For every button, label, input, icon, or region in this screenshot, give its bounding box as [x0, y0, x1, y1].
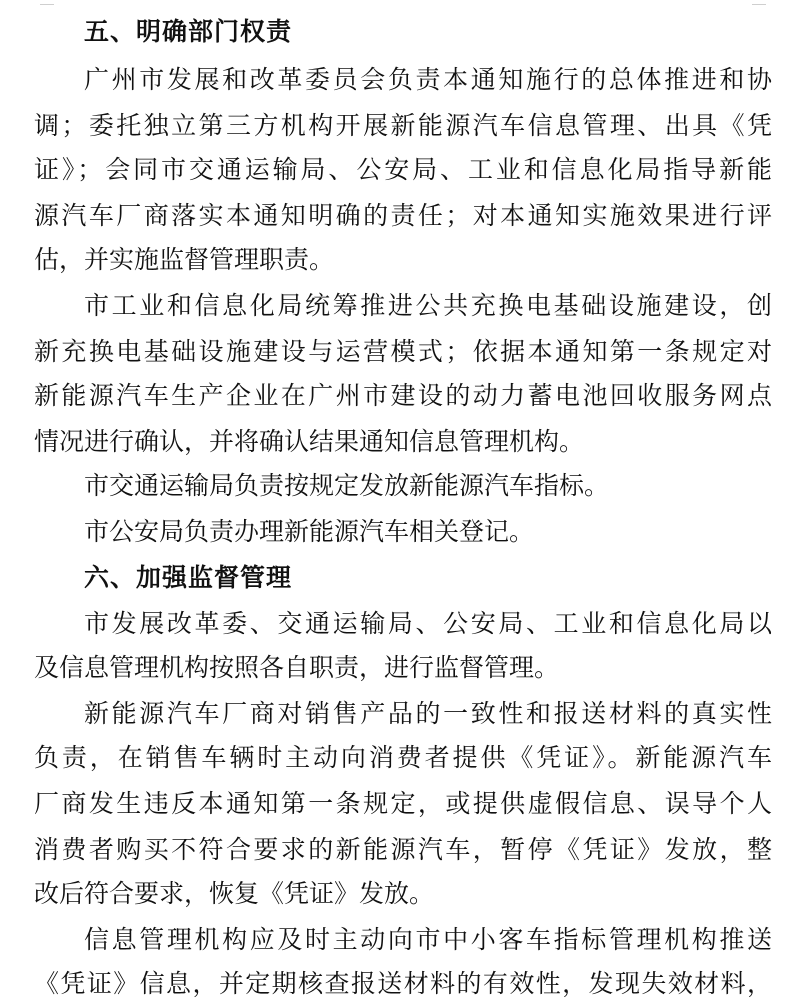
- s5-p1-line-5: 估，并实施监督管理职责。: [34, 245, 335, 274]
- section-heading-6: 六、加强监督管理: [84, 563, 293, 592]
- s6-p3-line-1: 信息管理机构应及时主动向市中小客车指标管理机构推送: [84, 925, 772, 954]
- s5-p1-line-3: 证》；会同市交通运输局、公安局、工业和信息化局指导新能: [34, 155, 772, 184]
- s5-p2-line-4: 情况进行确认，并将确认结果通知信息管理机构。: [34, 427, 585, 456]
- s6-p2-line-1: 新能源汽车厂商对销售产品的一致性和报送材料的真实性: [84, 699, 772, 728]
- s6-p1-line-2: 及信息管理机构按照各自职责，进行监督管理。: [34, 653, 560, 682]
- s6-p1-line-1: 市发展改革委、交通运输局、公安局、工业和信息化局以: [84, 609, 772, 638]
- s5-p3-line-1: 市交通运输局负责按规定发放新能源汽车指标。: [84, 471, 610, 500]
- s6-p2-line-3: 厂商发生违反本通知第一条规定，或提供虚假信息、误导个人: [34, 789, 772, 818]
- s5-p1-line-1: 广州市发展和改革委员会负责本通知施行的总体推进和协: [84, 65, 772, 94]
- corner-mark-left: [40, 0, 54, 5]
- s5-p2-line-3: 新能源汽车生产企业在广州市建设的动力蓄电池回收服务网点: [34, 381, 772, 410]
- s5-p1-line-2: 调；委托独立第三方机构开展新能源汽车信息管理、出具《凭: [34, 111, 772, 140]
- s6-p3-line-2: 《凭证》信息，并定期核查报送材料的有效性，发现失效材料，: [34, 969, 772, 998]
- section-heading-5: 五、明确部门权责: [84, 17, 293, 46]
- s5-p4-line-1: 市公安局负责办理新能源汽车相关登记。: [84, 517, 535, 546]
- s5-p2-line-1: 市工业和信息化局统筹推进公共充换电基础设施建设，创: [84, 291, 772, 320]
- s6-p2-line-4: 消费者购买不符合要求的新能源汽车，暂停《凭证》发放，整: [34, 835, 772, 864]
- s5-p1-line-4: 源汽车厂商落实本通知明确的责任；对本通知实施效果进行评: [34, 201, 772, 230]
- corner-mark-right: [752, 0, 766, 5]
- s6-p2-line-2: 负责，在销售车辆时主动向消费者提供《凭证》。新能源汽车: [34, 743, 772, 772]
- s5-p2-line-2: 新充换电基础设施建设与运营模式；依据本通知第一条规定对: [34, 337, 772, 366]
- s6-p2-line-5: 改后符合要求，恢复《凭证》发放。: [34, 879, 435, 908]
